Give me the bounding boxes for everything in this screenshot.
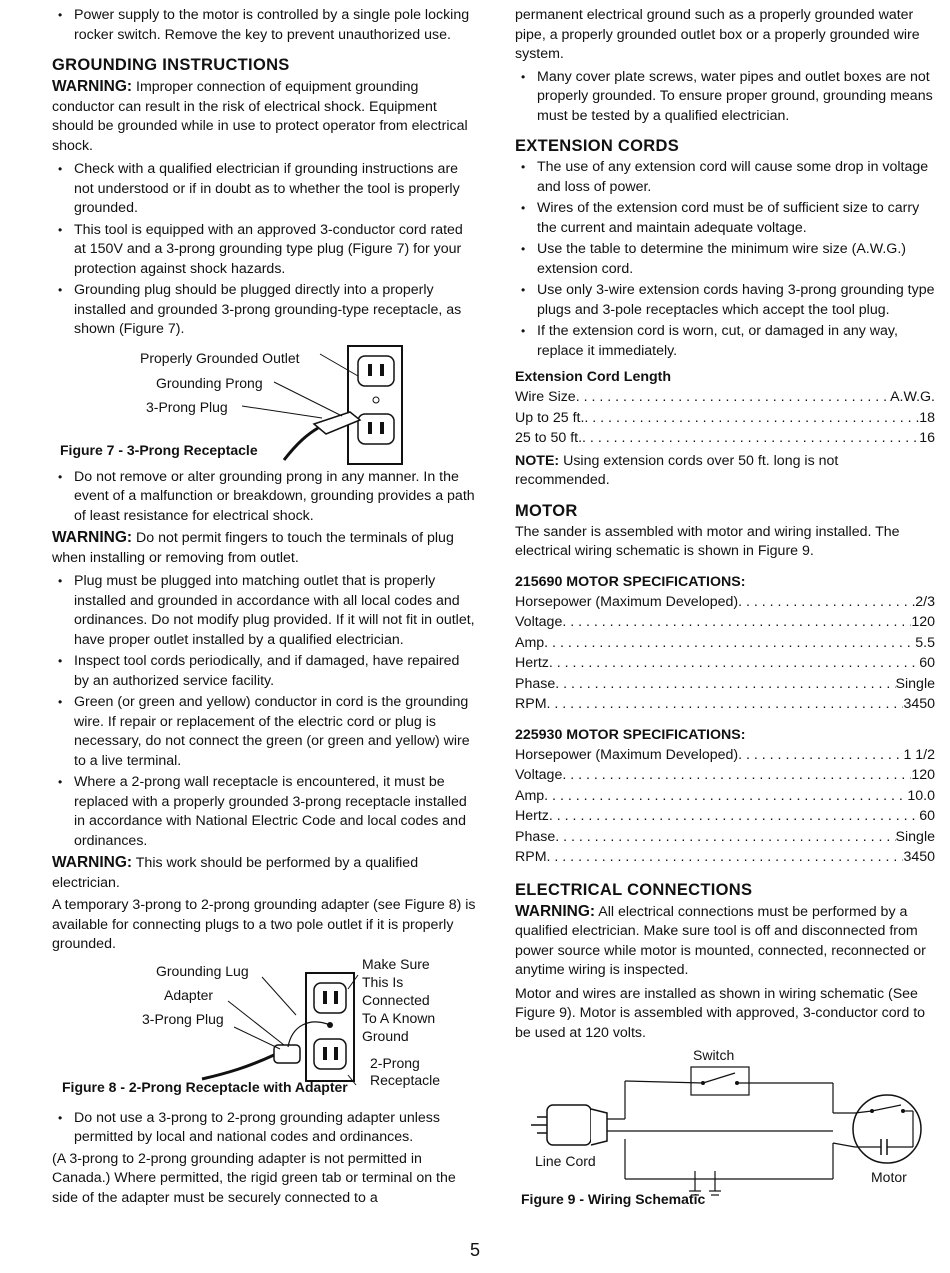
- label-line-cord: Line Cord: [535, 1153, 596, 1169]
- spec-225930-heading: 225930 MOTOR SPECIFICATIONS:: [515, 726, 746, 743]
- bullet-matching-outlet: • Plug must be plugged into matching outlet that is properly installed and grounded in accordance with all local codes and ordinances. Do not modify plug provided. If it will not fit in outlet, have proper outlet installed by a qualified electrician.: [52, 572, 477, 650]
- left-column: [52, 6, 477, 1208]
- table-row: RPM . . . 3450: [515, 694, 935, 715]
- figure-8: [52, 955, 477, 1103]
- extension-cords-heading: EXTENSION CORDS: [515, 137, 680, 155]
- figure-8-caption: Figure 8 - 2-Prong Receptacle with Adapter: [62, 1078, 348, 1095]
- note-label: NOTE:: [515, 452, 560, 469]
- label-grounding-prong: Grounding Prong: [156, 374, 263, 391]
- extension-length-table: [515, 387, 935, 449]
- table-row: Hertz . . . 60: [515, 653, 935, 674]
- figure-9-caption: Figure 9 - Wiring Schematic: [521, 1191, 706, 1207]
- electrician-warning: [52, 853, 477, 893]
- spec-225930-table: [515, 745, 935, 868]
- table-row: Horsepower (Maximum Developed) . . . 2/3: [515, 592, 935, 613]
- bullet-check-electrician: • Check with a qualified electrician if grounding instructions are not understood or if in doubt as to whether the tool is properly grounded.: [52, 160, 477, 219]
- bullet-voltage-drop: • The use of any extension cord will cause some drop in voltage and loss of power.: [515, 158, 935, 197]
- bullet-damaged-cord: • If the extension cord is worn, cut, or damaged in any way, replace it immediately.: [515, 322, 935, 361]
- canada-paragraph: (A 3-prong to 2-prong grounding adapter is not permitted in Canada.) Where permitted, the rigid green tab or terminal on the side of the adapter must be securely connected to a: [52, 1150, 456, 1206]
- grounding-warning: [52, 77, 477, 156]
- table-row: Phase . . . Single: [515, 674, 935, 695]
- bullet-3-conductor: • This tool is equipped with an approved 3-conductor cord rated at 150V and a 3-prong grounding type plug (Figure 7) for your protection against shock hazards.: [52, 221, 477, 280]
- extension-length-heading: Extension Cord Length: [515, 369, 672, 385]
- warning-text: This work should be performed by a qualified electrician.: [52, 855, 419, 891]
- warning-text: Do not permit fingers to touch the terminals of plug when installing or removing from outlet.: [52, 530, 454, 566]
- page-number: 5: [469, 1240, 480, 1260]
- plug-warning: [52, 528, 477, 568]
- electrical-text: Motor and wires are installed as shown in wiring schematic (See Figure 9). Motor is assembled with approved, 3-conductor cord to be used at 120 volts.: [515, 985, 926, 1041]
- electrical-warning: [515, 902, 935, 981]
- bullet-2-prong-receptacle: • Where a 2-prong wall receptacle is encountered, it must be replaced with a properly grounded 3-prong receptacle installed in accordance with National Electric Code and local codes and ordinances.: [52, 773, 477, 851]
- warning-label: WARNING:: [52, 78, 133, 95]
- wiring-schematic: [515, 1043, 935, 1213]
- label-motor: Motor: [871, 1169, 907, 1185]
- bullet-do-not-remove: • Do not remove or alter grounding prong in any manner. In the event of a malfunction or breakdown, grounding provides a path of least resistance for electrical shock.: [52, 468, 477, 527]
- bullet-power-supply: • Power supply to the motor is controlled by a single pole locking rocker switch. Remove the key to prevent unauthorized use.: [52, 6, 477, 45]
- table-row: Voltage . . . 120: [515, 765, 935, 786]
- extension-note: [515, 452, 935, 491]
- note-text: Using extension cords over 50 ft. long is not recommended.: [515, 452, 839, 488]
- figure-7: [52, 342, 477, 468]
- electrical-heading: ELECTRICAL CONNECTIONS: [515, 880, 753, 899]
- bullet-inspect-cords: • Inspect tool cords periodically, and if damaged, have repaired by an authorized service facility.: [52, 652, 477, 691]
- bullet-3-wire: • Use only 3-wire extension cords having 3-prong grounding type plugs and 3-pole receptacles which accept the tool plug.: [515, 281, 935, 320]
- motor-heading: MOTOR: [515, 501, 578, 520]
- warning-label: WARNING:: [52, 854, 133, 871]
- label-switch: Switch: [693, 1047, 735, 1063]
- table-row: Horsepower (Maximum Developed) . . . 1 1/2: [515, 745, 935, 766]
- spec-215690-table: [515, 592, 935, 715]
- label-grounded-outlet: Properly Grounded Outlet: [140, 349, 300, 366]
- table-row: RPM . . . 3450: [515, 847, 935, 868]
- label-3-prong-plug: 3-Prong Plug: [146, 398, 228, 415]
- bullet-cover-plate: • Many cover plate screws, water pipes and outlet boxes are not properly grounded. To ensure proper ground, grounding means must be tested by a qualified electrician.: [515, 68, 935, 127]
- table-row: 25 to 50 ft. . . . 16: [515, 428, 935, 449]
- label-adapter: Adapter: [164, 986, 214, 1003]
- adapter-paragraph: A temporary 3-prong to 2-prong grounding adapter (see Figure 8) is available for connecting plugs to a two pole outlet if it is properly grounded.: [52, 897, 476, 952]
- label-make-sure: Make Sure This Is Connected To A Known Ground: [362, 955, 436, 1044]
- figure-7-caption: Figure 7 - 3-Prong Receptacle: [60, 441, 258, 458]
- bullet-wire-size: • Wires of the extension cord must be of sufficient size to carry the current and maintain adequate voltage.: [515, 199, 935, 238]
- right-column: [515, 6, 935, 1213]
- bullet-adapter-codes: • Do not use a 3-prong to 2-prong grounding adapter unless permitted by local and national codes and ordinances.: [52, 1109, 477, 1148]
- bullet-grounding-plug: • Grounding plug should be plugged directly into a properly installed and grounded 3-prong grounding-type receptacle, as shown (Figure 7).: [52, 281, 477, 340]
- table-row: Up to 25 ft. . . . 18: [515, 408, 935, 429]
- warning-label: WARNING:: [515, 902, 596, 920]
- table-row: Hertz . . . 60: [515, 806, 935, 827]
- motor-text: The sander is assembled with motor and wiring installed. The electrical wiring schematic is shown in Figure 9.: [515, 523, 900, 559]
- grounding-heading: GROUNDING INSTRUCTIONS: [52, 56, 290, 74]
- ground-continuation: permanent electrical ground such as a properly grounded water pipe, a properly grounded outlet box or a properly grounded wire system.: [515, 7, 920, 62]
- spec-215690-heading: 215690 MOTOR SPECIFICATIONS:: [515, 573, 746, 590]
- bullet-green-conductor: • Green (or green and yellow) conductor in cord is the grounding wire. If repair or replacement of the electric cord or plug is necessary, do not connect the green (or green and yellow) wire to a live terminal.: [52, 693, 477, 771]
- table-row: Phase . . . Single: [515, 827, 935, 848]
- table-row: Amp . . . 10.0: [515, 786, 935, 807]
- table-row: Wire Size . . . A.W.G.: [515, 387, 935, 408]
- label-2-prong-receptacle: 2-Prong Receptacle: [370, 1054, 441, 1088]
- warning-label: WARNING:: [52, 529, 133, 546]
- figure-9: [515, 1043, 935, 1213]
- label-grounding-lug: Grounding Lug: [156, 962, 249, 979]
- table-row: Voltage . . . 120: [515, 612, 935, 633]
- label-3-prong-plug: 3-Prong Plug: [142, 1010, 224, 1027]
- bullet-use-table: • Use the table to determine the minimum wire size (A.W.G.) extension cord.: [515, 240, 935, 279]
- warning-text: Improper connection of equipment grounding conductor can result in the risk of electrical shock. Equipment should be grounded while in use to protect operator from electrical shock.: [52, 79, 468, 154]
- table-row: Amp . . . 5.5: [515, 633, 935, 654]
- warning-text: All electrical connections must be performed by a qualified electrician. Make sure tool is off and disconnected from power source while motor is mounted, connected, reconnected or anytime wiring is inspected.: [515, 903, 926, 978]
